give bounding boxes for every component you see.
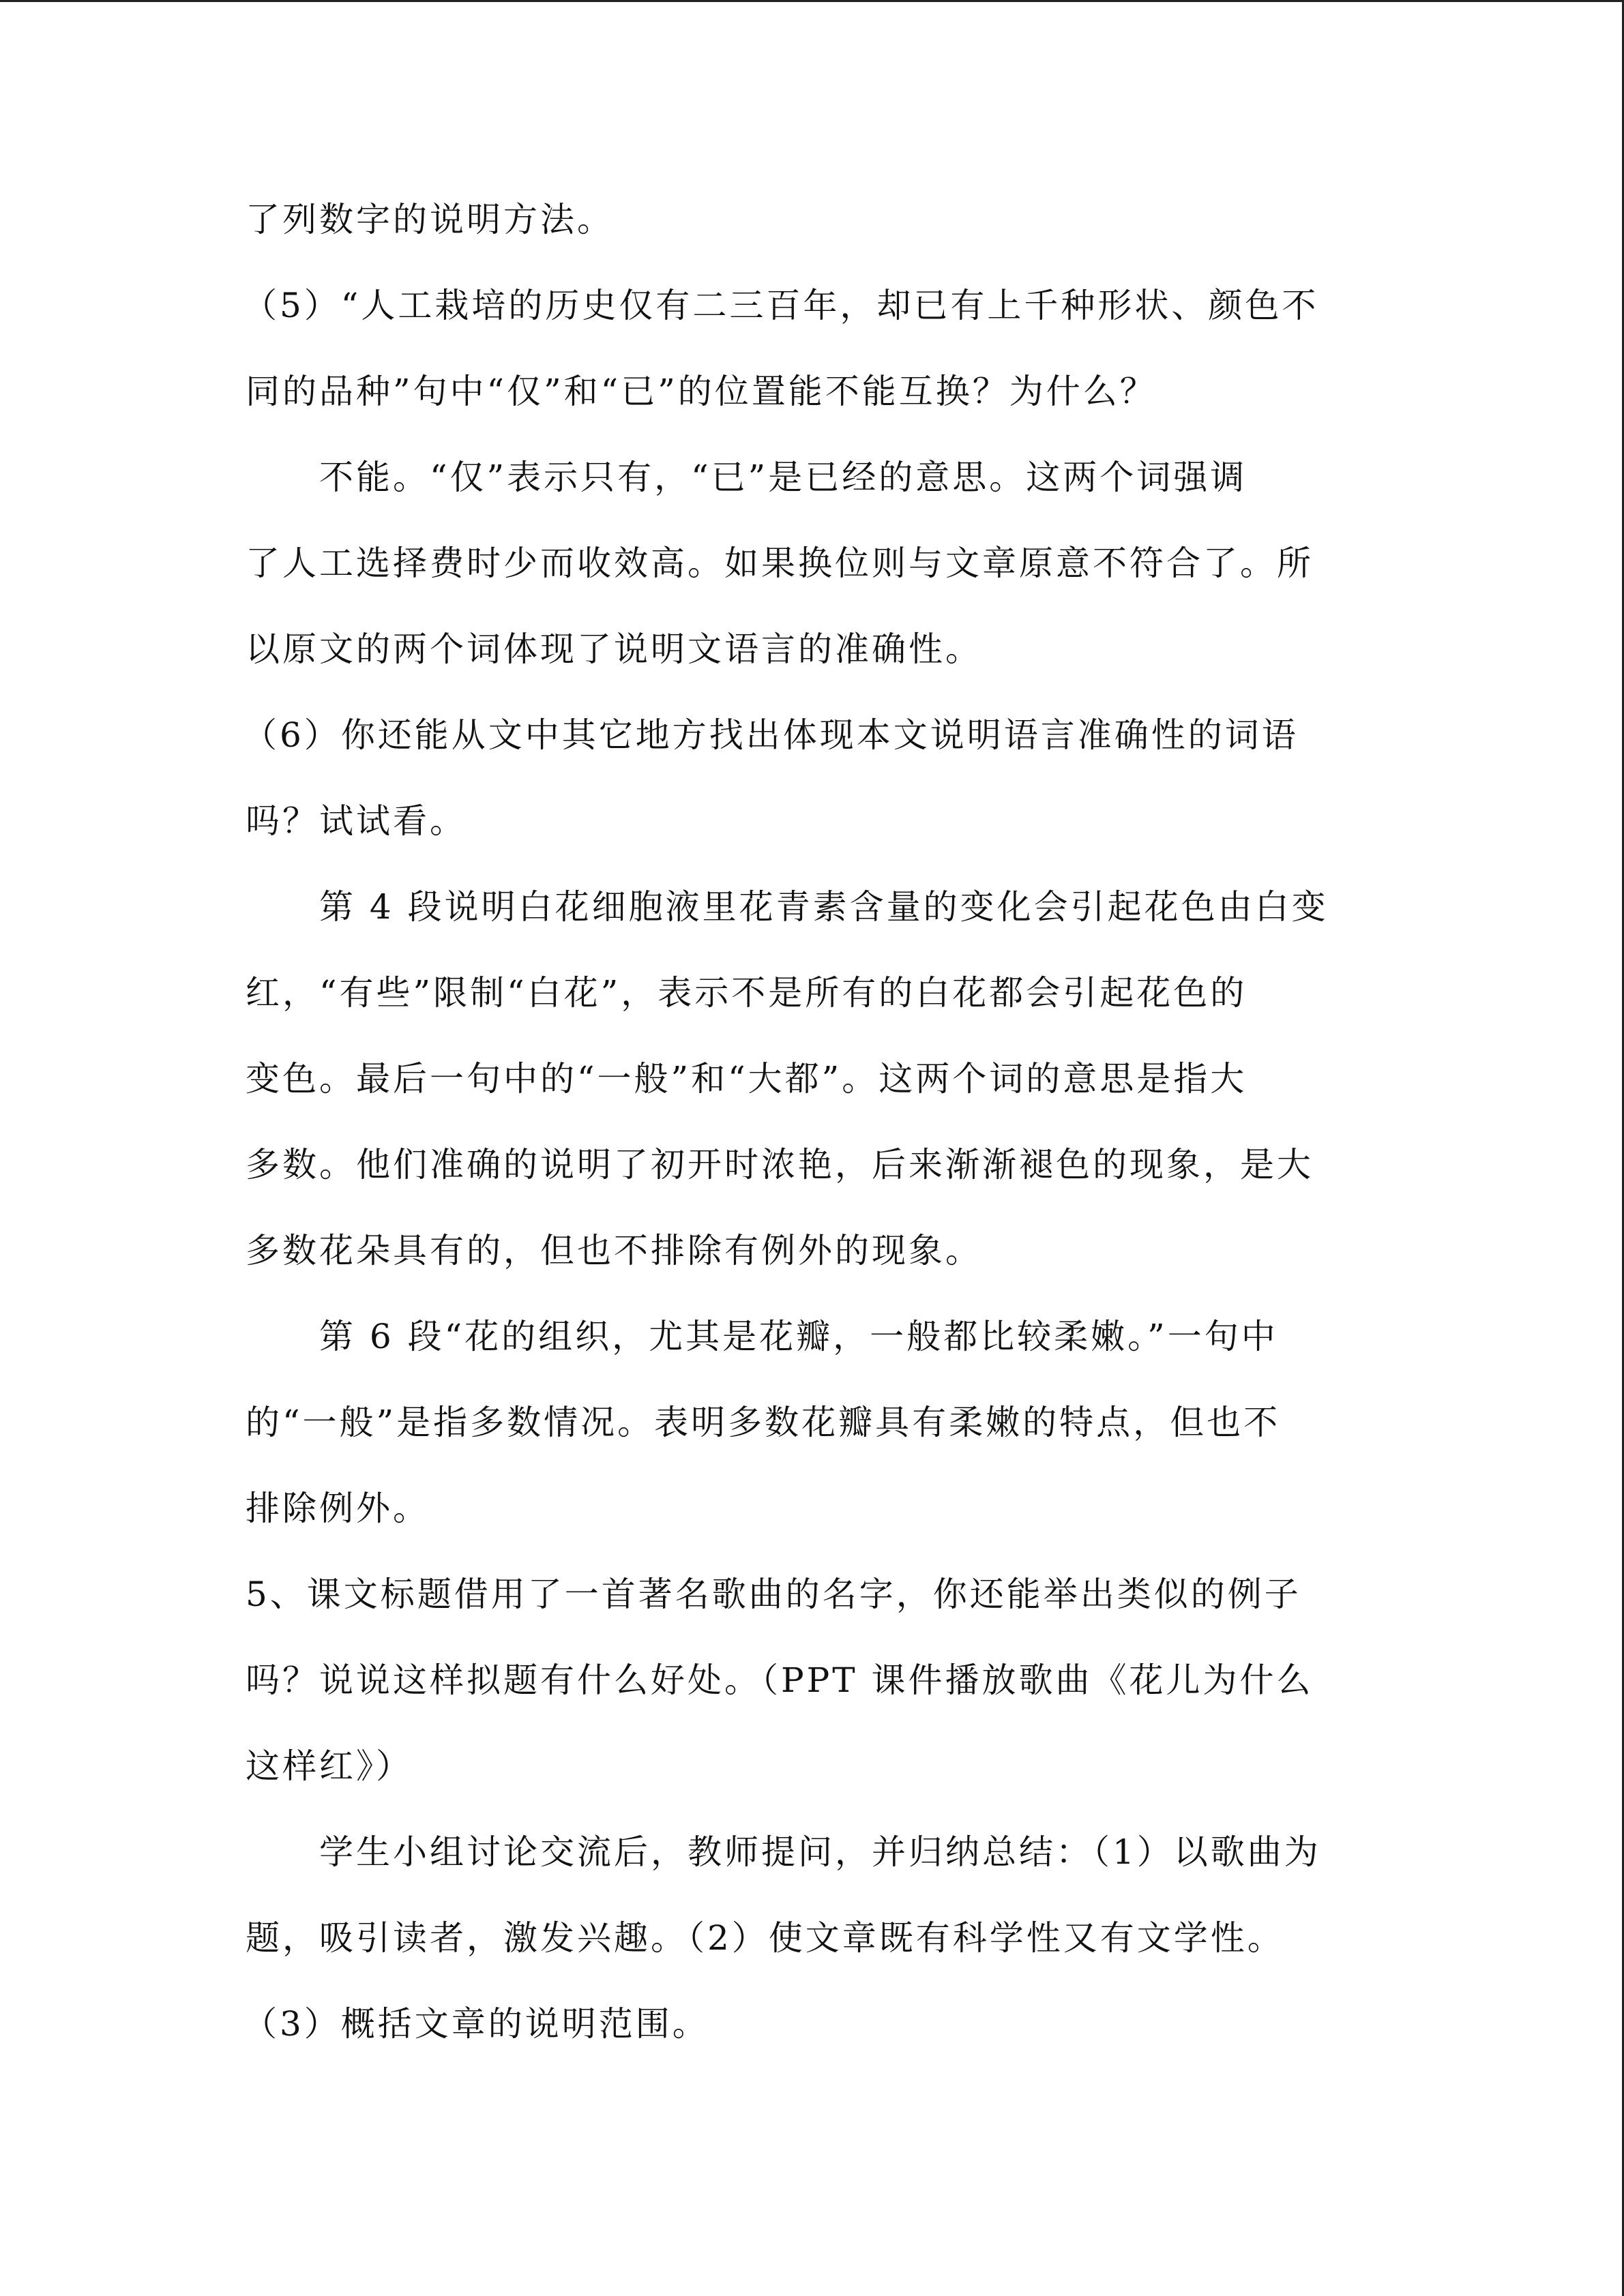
text-line: 第 6 段“花的组织，尤其是花瓣，一般都比较柔嫩。”一句中 [319, 1317, 1278, 1356]
text-line: 第 4 段说明白花细胞液里花青素含量的变化会引起花色由白变 [319, 887, 1329, 927]
text-line: 以原文的两个词体现了说明文语言的准确性。 [246, 629, 982, 669]
page-border-top [0, 0, 1624, 2]
text-line: （6）你还能从文中其它地方找出体现本文说明语言准确性的词语 [243, 715, 1299, 755]
text-line: 了列数字的说明方法。 [246, 200, 614, 239]
text-line: 了人工选择费时少而收效高。如果换位则与文章原意不符合了。所 [246, 543, 1314, 583]
text-line: 红，“有些”限制“白花”，表示不是所有的白花都会引起花色的 [246, 973, 1247, 1013]
text-line: 排除例外。 [246, 1489, 430, 1528]
text-line: 题，吸引读者，激发兴趣。（2）使文章既有科学性又有文学性。 [246, 1918, 1284, 1958]
text-line: 不能。“仅”表示只有，“已”是已经的意思。这两个词强调 [319, 458, 1247, 497]
text-line: （5）“人工栽培的历史仅有二三百年，却已有上千种形状、颜色不 [243, 286, 1319, 325]
text-line: 5、课文标题借用了一首著名歌曲的名字，你还能举出类似的例子 [246, 1575, 1301, 1614]
text-line: 变色。最后一句中的“一般”和“大都”。这两个词的意思是指大 [246, 1059, 1247, 1099]
text-line: 这样红》） [246, 1746, 413, 1786]
text-line: （3）概括文章的说明范围。 [243, 2004, 709, 2044]
text-line: 多数。他们准确的说明了初开时浓艳，后来渐渐褪色的现象，是大 [246, 1145, 1314, 1184]
text-line: 的“一般”是指多数情况。表明多数花瓣具有柔嫩的特点，但也不 [246, 1403, 1281, 1442]
text-line: 吗？说说这样拟题有什么好处。（PPT 课件播放歌曲《花儿为什么 [246, 1660, 1314, 1700]
text-line: 同的品种”句中“仅”和“已”的位置能不能互换？为什么？ [246, 372, 1157, 411]
text-line: 多数花朵具有的，但也不排除有例外的现象。 [246, 1231, 982, 1270]
text-line: 吗？试试看。 [246, 801, 467, 841]
text-line: 学生小组讨论交流后，教师提问，并归纳总结：（1）以歌曲为 [319, 1832, 1321, 1872]
